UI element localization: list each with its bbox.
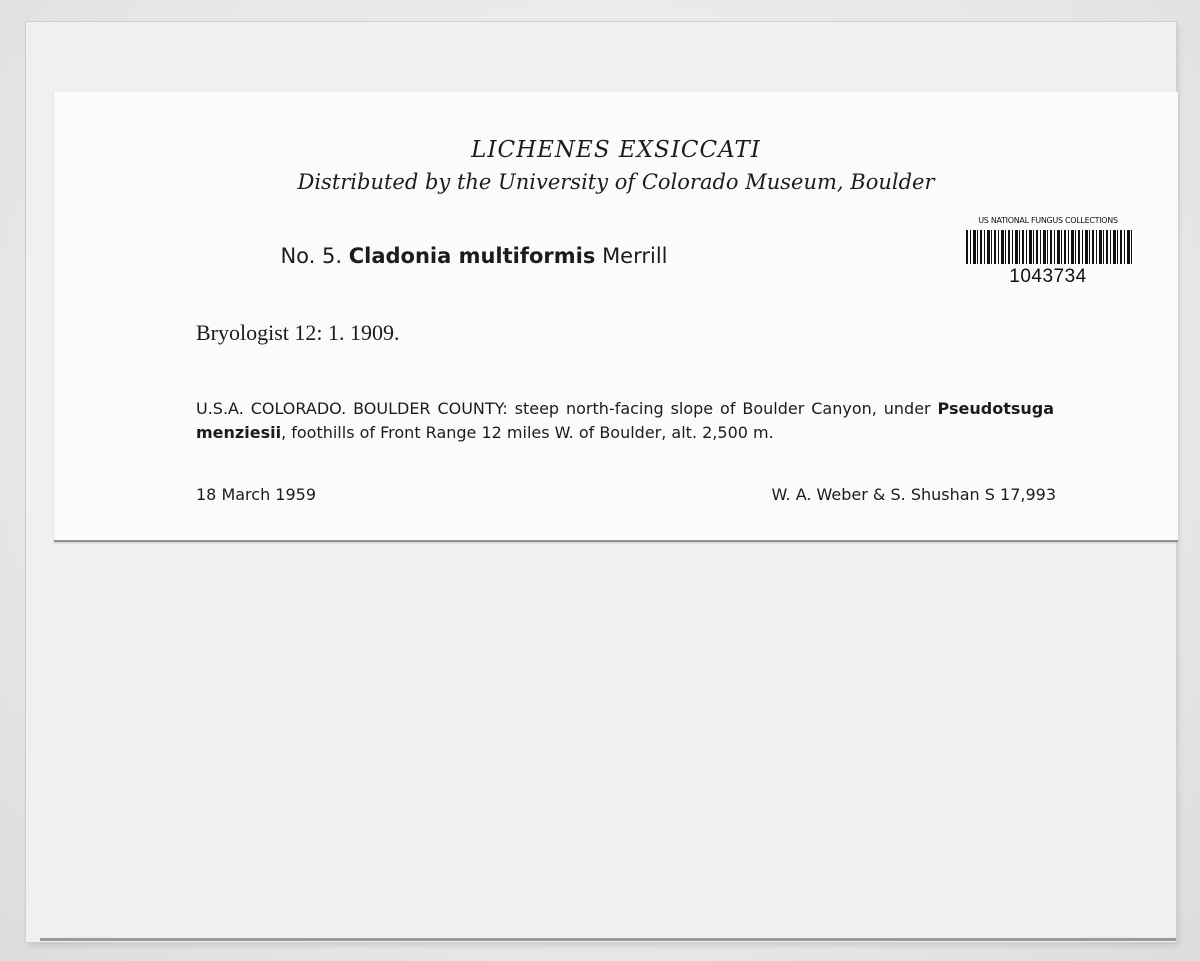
taxon-author: Merrill — [602, 244, 668, 268]
specimen-packet — [26, 22, 1176, 942]
specimen-label — [54, 92, 1178, 542]
series-title: LICHENES EXSICCATI — [471, 137, 761, 163]
exsiccata-number: No. 5. — [280, 244, 343, 268]
taxon-name: Cladonia multiformis — [348, 244, 596, 268]
collectors: W. A. Weber & S. Shushan S 17,993 — [771, 485, 1056, 504]
literature-citation: Bryologist 12: 1. 1909. — [196, 320, 400, 345]
host-name: Pseudotsuga menziesii — [196, 399, 1054, 442]
packet-edge — [40, 938, 1176, 941]
distributor-line: Distributed by the University of Colorado Museum, Boulder — [297, 170, 935, 194]
barcode-number: 1043734 — [1009, 266, 1087, 287]
locality-part-2: , foothills of Front Range 12 miles W. of Boulder, alt. 2,500 m. — [281, 423, 774, 442]
locality-part-1: U.S.A. COLORADO. BOULDER COUNTY: steep north-facing slope of Boulder Canyon, under — [196, 399, 938, 418]
collection-date: 18 March 1959 — [196, 485, 317, 504]
barcode-caption: US NATIONAL FUNGUS COLLECTIONS — [978, 216, 1118, 225]
barcode-label — [960, 216, 1136, 296]
barcode-icon — [966, 230, 1132, 264]
taxon-line — [54, 244, 894, 268]
locality-text — [196, 397, 1054, 445]
